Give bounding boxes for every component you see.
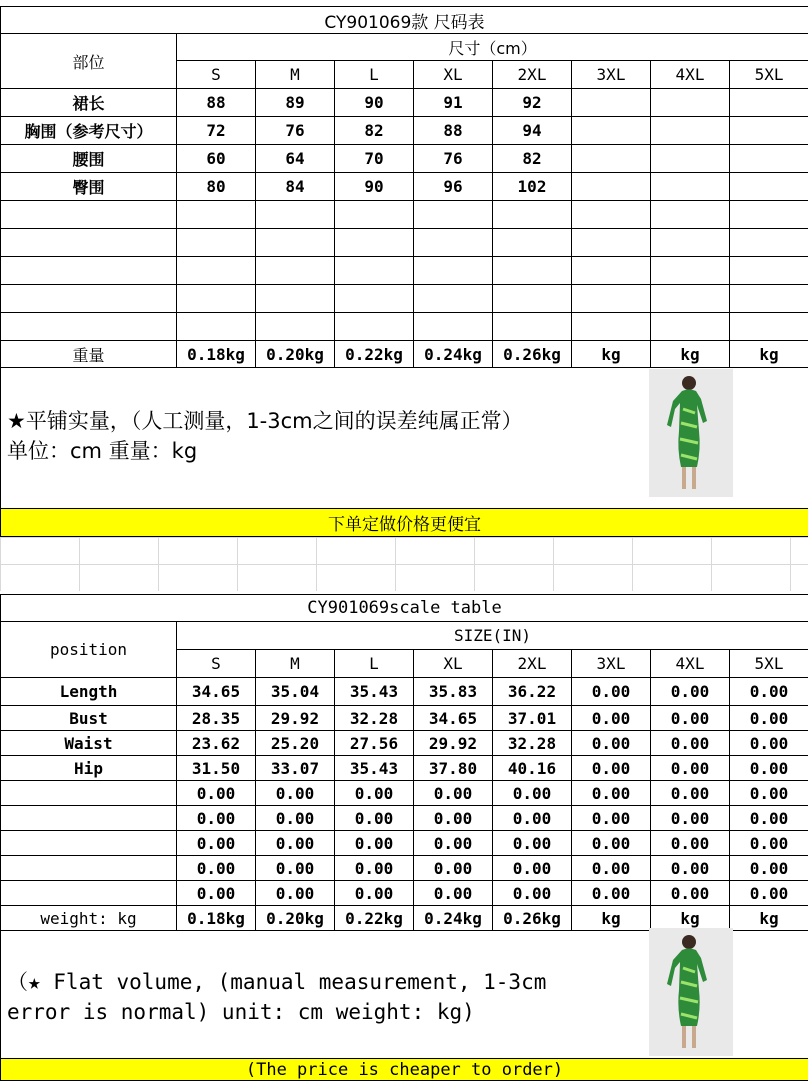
table-cell (177, 313, 256, 341)
table-cell: 0.00 (335, 881, 414, 906)
size-5xl: 5XL (730, 650, 808, 678)
row-label (1, 831, 177, 856)
table-cell: 0.00 (414, 806, 493, 831)
weight-cell: 0.22kg (335, 341, 414, 368)
chart-title: CY901069scale table (1, 595, 808, 622)
table-cell: 0.00 (651, 831, 730, 856)
weight-cell: kg (730, 906, 808, 931)
table-cell: 0.00 (651, 706, 730, 731)
table-cell: 0.00 (730, 856, 808, 881)
table-row (1, 173, 808, 201)
table-cell: 0.00 (651, 856, 730, 881)
table-cell: 31.50 (177, 756, 256, 781)
table-cell: 0.00 (177, 856, 256, 881)
table-cell: 0.00 (572, 756, 651, 781)
table-cell: 90 (335, 89, 414, 117)
table-cell (177, 201, 256, 229)
table-cell: 0.00 (730, 881, 808, 906)
table-cell (572, 89, 651, 117)
table-cell (730, 201, 808, 229)
table-cell: 37.80 (414, 756, 493, 781)
table-cell: 0.00 (572, 806, 651, 831)
table-cell: 0.00 (651, 881, 730, 906)
table-cell (256, 229, 335, 257)
weight-cell: kg (651, 906, 730, 931)
table-cell: 0.00 (335, 831, 414, 856)
table-cell (572, 285, 651, 313)
row-label (1, 229, 177, 257)
table-cell (177, 285, 256, 313)
table-cell (730, 145, 808, 173)
table-cell: 35.83 (414, 678, 493, 706)
table-cell (177, 257, 256, 285)
table-cell (493, 313, 572, 341)
table-row (1, 756, 808, 781)
weight-label: 重量 (1, 341, 177, 368)
table-cell (651, 313, 730, 341)
table-row (1, 881, 808, 906)
table-cell: 0.00 (493, 881, 572, 906)
part-header: position (1, 622, 177, 678)
table-cell: 92 (493, 89, 572, 117)
table-cell (256, 257, 335, 285)
size-m: M (256, 650, 335, 678)
note-line-1: ★平铺实量，（人工测量，1-3cm之间的误差纯属正常） (7, 406, 523, 436)
row-label: Bust (1, 706, 177, 731)
row-label (1, 313, 177, 341)
table-cell: 91 (414, 89, 493, 117)
table-cell: 36.22 (493, 678, 572, 706)
table-cell: 0.00 (730, 756, 808, 781)
table-cell: 33.07 (256, 756, 335, 781)
table-row (1, 706, 808, 731)
table-cell: 0.00 (256, 831, 335, 856)
weight-cell: 0.20kg (256, 341, 335, 368)
size-header: 尺寸（cm） (177, 34, 808, 61)
table-cell (414, 257, 493, 285)
table-cell: 25.20 (256, 731, 335, 756)
table-cell (730, 313, 808, 341)
table-cell: 80 (177, 173, 256, 201)
table-cell: 0.00 (572, 706, 651, 731)
row-label (1, 781, 177, 806)
table-cell (572, 229, 651, 257)
table-cell: 82 (493, 145, 572, 173)
weight-cell: kg (651, 341, 730, 368)
table-cell: 96 (414, 173, 493, 201)
weight-cell: 0.18kg (177, 341, 256, 368)
table-cell: 27.56 (335, 731, 414, 756)
weight-cell: kg (572, 906, 651, 931)
size-s: S (177, 650, 256, 678)
chart-title: CY901069款 尺码表 (1, 7, 808, 34)
table-cell: 34.65 (177, 678, 256, 706)
table-cell (493, 201, 572, 229)
row-label: 裙长 (1, 89, 177, 117)
size-3xl: 3XL (572, 61, 651, 89)
table-cell (730, 285, 808, 313)
note-line-2: 单位：cm 重量：kg (7, 436, 523, 466)
row-label (1, 201, 177, 229)
table-cell: 0.00 (730, 678, 808, 706)
size-l: L (335, 61, 414, 89)
table-cell: 29.92 (414, 731, 493, 756)
size-4xl: 4XL (651, 61, 730, 89)
table-cell: 23.62 (177, 731, 256, 756)
row-label: Hip (1, 756, 177, 781)
table-cell (335, 229, 414, 257)
table-cell: 0.00 (572, 881, 651, 906)
table-cell: 0.00 (256, 856, 335, 881)
table-row (1, 731, 808, 756)
row-label (1, 806, 177, 831)
table-row (1, 678, 808, 706)
table-cell (572, 173, 651, 201)
table-cell: 32.28 (335, 706, 414, 731)
table-cell: 102 (493, 173, 572, 201)
table-cell: 0.00 (493, 806, 572, 831)
table-cell: 72 (177, 117, 256, 145)
table-cell: 32.28 (493, 731, 572, 756)
table-cell: 0.00 (651, 756, 730, 781)
table-cell (651, 201, 730, 229)
table-cell: 0.00 (572, 731, 651, 756)
table-cell: 0.00 (730, 706, 808, 731)
table-cell: 64 (256, 145, 335, 173)
table-cell: 0.00 (651, 731, 730, 756)
weight-label: weight: kg (1, 906, 177, 931)
table-cell (493, 229, 572, 257)
table-cell (572, 257, 651, 285)
table-cell: 88 (177, 89, 256, 117)
size-2xl: 2XL (493, 650, 572, 678)
promo-banner: 下单定做价格更便宜 (1, 509, 808, 537)
part-header: 部位 (1, 34, 177, 89)
table-row (1, 229, 808, 257)
row-label (1, 881, 177, 906)
table-row (1, 781, 808, 806)
table-cell: 37.01 (493, 706, 572, 731)
table-cell: 0.00 (256, 881, 335, 906)
table-cell (572, 117, 651, 145)
table-cell (651, 285, 730, 313)
product-photo (649, 928, 733, 1056)
table-cell: 0.00 (493, 856, 572, 881)
table-cell (414, 201, 493, 229)
size-5xl: 5XL (730, 61, 808, 89)
table-cell: 60 (177, 145, 256, 173)
table-cell: 76 (256, 117, 335, 145)
table-row (1, 117, 808, 145)
weight-cell: 0.26kg (493, 341, 572, 368)
table-cell (414, 313, 493, 341)
table-cell (651, 257, 730, 285)
table-cell: 0.00 (414, 856, 493, 881)
weight-cell: 0.20kg (256, 906, 335, 931)
table-cell: 0.00 (256, 806, 335, 831)
weight-cell: 0.24kg (414, 906, 493, 931)
table-cell (651, 89, 730, 117)
model-in-green-dress-icon (649, 928, 733, 1056)
table-cell: 94 (493, 117, 572, 145)
table-cell: 90 (335, 173, 414, 201)
table-cell: 88 (414, 117, 493, 145)
table-cell: 0.00 (256, 781, 335, 806)
weight-cell: kg (730, 341, 808, 368)
table-cell: 0.00 (177, 781, 256, 806)
table-cell (651, 229, 730, 257)
row-label: Length (1, 678, 177, 706)
table-cell (651, 145, 730, 173)
table-cell (730, 229, 808, 257)
row-label (1, 856, 177, 881)
weight-cell: 0.22kg (335, 906, 414, 931)
table-cell (335, 257, 414, 285)
table-cell: 40.16 (493, 756, 572, 781)
row-label: Waist (1, 731, 177, 756)
table-cell (730, 117, 808, 145)
size-4xl: 4XL (651, 650, 730, 678)
table-cell (493, 257, 572, 285)
table-cell: 0.00 (730, 781, 808, 806)
row-label: 胸围（参考尺寸） (1, 117, 177, 145)
weight-cell: 0.18kg (177, 906, 256, 931)
table-cell: 35.04 (256, 678, 335, 706)
table-row (1, 856, 808, 881)
table-cell (335, 201, 414, 229)
table-cell: 35.43 (335, 678, 414, 706)
table-cell: 0.00 (572, 831, 651, 856)
table-cell: 0.00 (335, 781, 414, 806)
row-label: 腰围 (1, 145, 177, 173)
size-s: S (177, 61, 256, 89)
table-cell: 0.00 (572, 856, 651, 881)
table-cell: 0.00 (730, 806, 808, 831)
weight-cell: 0.24kg (414, 341, 493, 368)
table-cell (730, 257, 808, 285)
table-cell: 84 (256, 173, 335, 201)
table-cell: 0.00 (414, 881, 493, 906)
table-cell (572, 201, 651, 229)
table-cell (256, 313, 335, 341)
table-cell: 0.00 (414, 781, 493, 806)
size-header: SIZE(IN) (177, 622, 808, 650)
table-row (1, 831, 808, 856)
table-cell: 0.00 (177, 831, 256, 856)
table-cell: 0.00 (651, 678, 730, 706)
table-cell (651, 117, 730, 145)
table-cell: 0.00 (414, 831, 493, 856)
table-cell (493, 285, 572, 313)
table-cell (256, 201, 335, 229)
table-row (1, 806, 808, 831)
table-cell: 0.00 (493, 831, 572, 856)
table-row (1, 257, 808, 285)
table-cell: 0.00 (730, 731, 808, 756)
table-cell (651, 173, 730, 201)
note-line-2: error is normal) unit: cm weight: kg) (7, 997, 546, 1027)
table-cell: 0.00 (335, 856, 414, 881)
table-cell: 89 (256, 89, 335, 117)
table-cell: 70 (335, 145, 414, 173)
promo-banner: (The price is cheaper to order) (1, 1059, 808, 1081)
table-cell (572, 313, 651, 341)
table-cell (414, 229, 493, 257)
table-cell: 76 (414, 145, 493, 173)
table-row (1, 145, 808, 173)
table-row (1, 201, 808, 229)
table-cell (335, 285, 414, 313)
size-3xl: 3XL (572, 650, 651, 678)
size-xl: XL (414, 650, 493, 678)
table-cell: 34.65 (414, 706, 493, 731)
table-cell (572, 145, 651, 173)
table-cell: 0.00 (651, 806, 730, 831)
table-cell (256, 285, 335, 313)
spreadsheet-gridlines (0, 537, 808, 591)
table-cell: 0.00 (572, 678, 651, 706)
table-cell (414, 285, 493, 313)
row-label (1, 285, 177, 313)
size-xl: XL (414, 61, 493, 89)
table-cell (730, 173, 808, 201)
table-row (1, 89, 808, 117)
table-cell: 82 (335, 117, 414, 145)
row-label: 臀围 (1, 173, 177, 201)
table-cell (730, 89, 808, 117)
table-row (1, 313, 808, 341)
table-cell: 0.00 (177, 881, 256, 906)
model-in-green-dress-icon (649, 369, 733, 497)
weight-cell: kg (572, 341, 651, 368)
row-label (1, 257, 177, 285)
table-cell: 0.00 (572, 781, 651, 806)
product-photo (649, 369, 733, 497)
table-cell: 0.00 (651, 781, 730, 806)
table-cell: 29.92 (256, 706, 335, 731)
note-line-1: （★ Flat volume, (manual measurement, 1-3cm (7, 967, 546, 997)
table-cell: 28.35 (177, 706, 256, 731)
table-cell: 0.00 (493, 781, 572, 806)
weight-cell: 0.26kg (493, 906, 572, 931)
table-cell: 0.00 (177, 806, 256, 831)
table-cell (335, 313, 414, 341)
size-m: M (256, 61, 335, 89)
table-cell: 35.43 (335, 756, 414, 781)
size-2xl: 2XL (493, 61, 572, 89)
table-cell (177, 229, 256, 257)
table-row (1, 285, 808, 313)
size-l: L (335, 650, 414, 678)
table-cell: 0.00 (730, 831, 808, 856)
table-cell: 0.00 (335, 806, 414, 831)
